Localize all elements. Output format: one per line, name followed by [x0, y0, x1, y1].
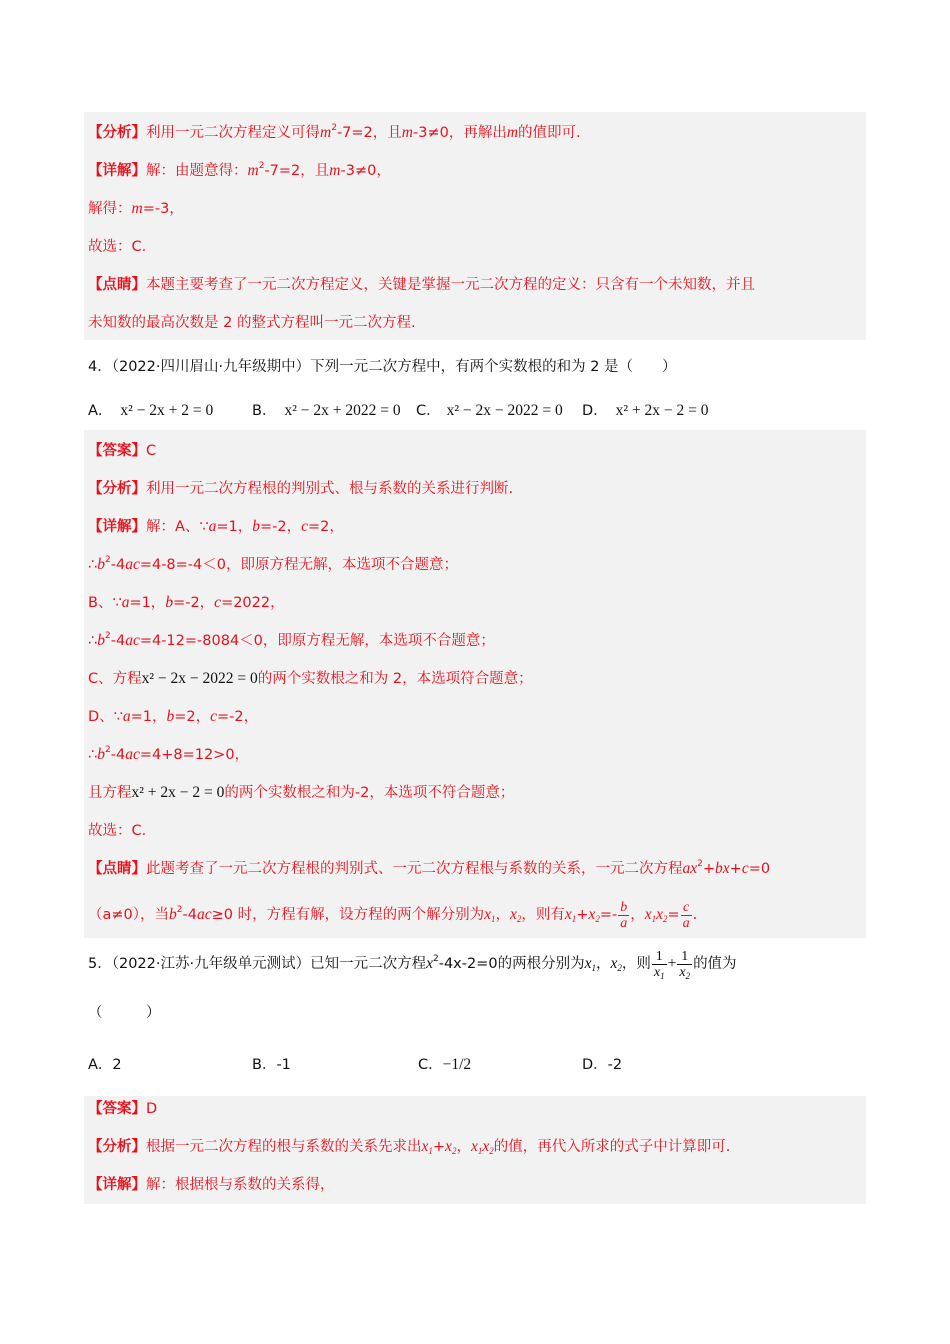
- q4-detail-line6: D、∵a=1，b=2，c=-2，: [88, 708, 259, 725]
- q4-option-c[interactable]: C． x² − 2x − 2022 = 0: [416, 402, 563, 419]
- q3-solve: 解得：m=-3，: [88, 200, 184, 217]
- q4-option-b[interactable]: B． x² − 2x + 2022 = 0: [252, 402, 401, 419]
- fraction-b-over-a: $\frac{b}{a}$: [620, 899, 628, 931]
- q4-option-a-math: x² − 2x + 2 = 0: [120, 402, 214, 419]
- q4-option-a[interactable]: A． x² − 2x + 2 = 0: [88, 402, 214, 419]
- q5-stem: 5．（2022·江苏·九年级单元测试）已知一元二次方程$x^2-4x-2=0$的两根分别为$x_1$，$x_2$，则 $\frac{1}{x_1}$ + $\frac{1}{x_2}$ 的值为: [88, 948, 737, 981]
- q4-answer: 【答案】C: [88, 443, 157, 459]
- q5-analysis: 【分析】根据一元二次方程的根与系数的关系先求出$x_1+x_2$，$x_1x_2$的值，再代入所求的式子中计算即可.: [88, 1138, 731, 1156]
- q4-detail-line2: $\therefore b^2-4ac=4-8=-4<0$，即原方程无解，本选项不合题意；: [88, 555, 458, 573]
- q3-comment-line2: 未知数的最高次数是 2 的整式方程叫一元二次方程.: [88, 315, 416, 331]
- q5-option-d[interactable]: D．-2: [582, 1057, 623, 1073]
- q5-option-c[interactable]: C．−1/2: [418, 1056, 472, 1073]
- q4-comment-line2: （a≠0），当$b^2-4ac\ge 0$ 时，方程有解，设方程的两个解分别为$x_1$，$x_2$，则有$x_1+x_2=-$ $\frac{b}{a}$ ，$x_1x_2=$ $\frac{c}{a}$ .: [88, 899, 698, 931]
- q4-detail-line4: $\therefore b^2-4ac=4-12=-8084<0$，即原方程无解，本选项不合题意；: [88, 631, 495, 649]
- q5-option-c-value: −1/2: [442, 1056, 472, 1073]
- q4-option-d[interactable]: D． x² + 2x − 2 = 0: [582, 402, 709, 419]
- q4-analysis: 【分析】利用一元二次方程根的判别式、根与系数的关系进行判断.: [88, 481, 514, 497]
- q3-analysis: 【分析】利用一元二次方程定义可得$m^2-7=2$，且m-3≠0，再解出m的值即可.: [88, 123, 581, 141]
- q4-choose: 故选：C.: [88, 823, 147, 839]
- q4-option-d-math: x² + 2x − 2 = 0: [615, 402, 709, 419]
- q3-detail: 【详解】解：由题意得：$m^2-7=2$，且m-3≠0，: [88, 161, 391, 179]
- fraction-one-over-x1: $\frac{1}{x_1}$: [653, 948, 665, 981]
- q4-detail-line7: $\therefore b^2-4ac=4+8=12>0$，: [88, 745, 250, 763]
- q5-detail: 【详解】解：根据根与系数的关系得，: [88, 1177, 335, 1193]
- q4-detail-line8: 且方程x² + 2x − 2 = 0的两个实数根之和为-2，本选项不符合题意；: [88, 784, 515, 801]
- q5-answer: 【答案】D: [88, 1101, 158, 1117]
- q4-stem: 4．（2022·四川眉山·九年级期中）下列一元二次方程中，有两个实数根的和为 2 是（ ）: [88, 359, 677, 375]
- q5-option-b[interactable]: B．-1: [252, 1057, 291, 1073]
- q4-detail-line1: 【详解】解：A、∵a=1，b=-2，c=2，: [88, 518, 344, 535]
- q4-detail-line5: C、方程x² − 2x − 2022 = 0的两个实数根之和为 2，本选项符合题意；: [88, 670, 533, 687]
- q3-comment-line1: 【点睛】本题主要考查了一元二次方程定义，关键是掌握一元二次方程的定义：只含有一个未知数，并且: [88, 277, 755, 293]
- q4-option-b-math: x² − 2x + 2022 = 0: [284, 402, 401, 419]
- q3-choose: 故选：C.: [88, 239, 147, 255]
- q5-option-a[interactable]: A．2: [88, 1057, 122, 1073]
- q4-detail-line3: B、∵a=1，b=-2，c=2022，: [88, 594, 285, 611]
- q3-solution-box: [84, 112, 866, 340]
- fraction-one-over-x2: $\frac{1}{x_2}$: [679, 948, 691, 981]
- q5-paren: （ ）: [88, 1005, 161, 1021]
- fraction-c-over-a: $\frac{c}{a}$: [682, 899, 690, 931]
- q4-comment-line1: 【点睛】此题考查了一元二次方程根的判别式、一元二次方程根与系数的关系，一元二次方程$ax^2+bx+c=0$: [88, 859, 771, 877]
- q4-option-c-math: x² − 2x − 2022 = 0: [446, 402, 563, 419]
